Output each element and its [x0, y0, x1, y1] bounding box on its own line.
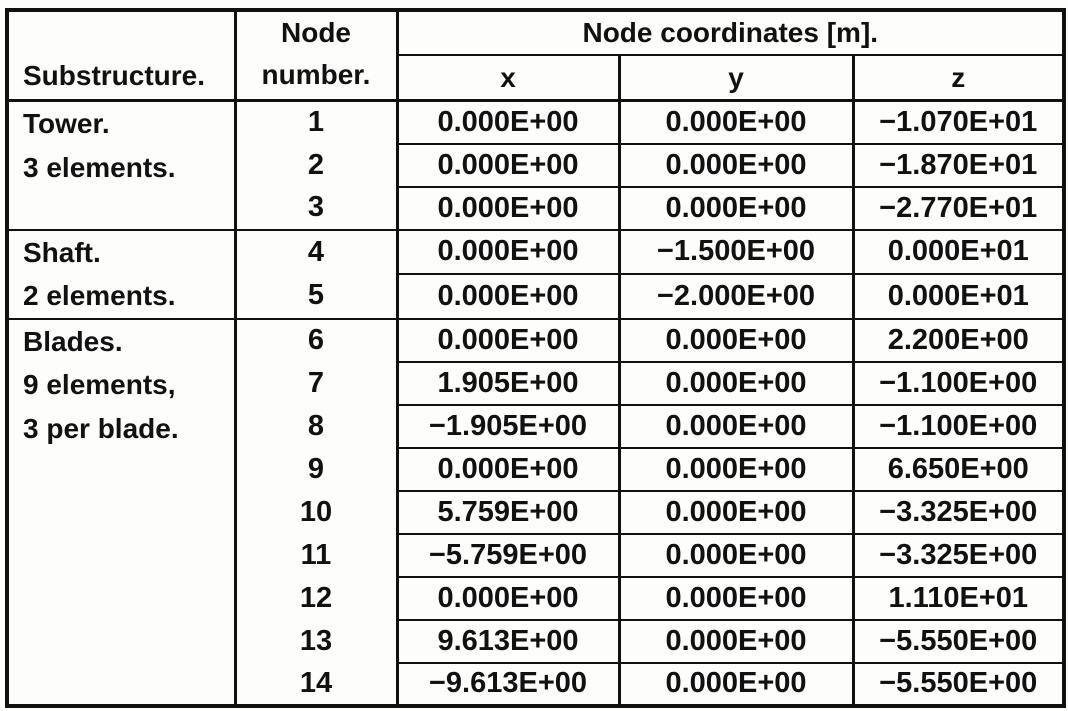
coord-x-cell: 0.000E+00 — [397, 187, 619, 230]
substructure-column-header: Substructure. — [7, 10, 235, 101]
coord-y-cell: 0.000E+00 — [619, 577, 853, 620]
node-number-cell: 10 — [235, 491, 397, 534]
coord-y-cell: 0.000E+00 — [619, 448, 853, 491]
coord-y-cell: 0.000E+00 — [619, 362, 853, 405]
coord-x-cell: 0.000E+00 — [397, 230, 619, 275]
node-number-cell: 3 — [235, 187, 397, 230]
coord-y-cell: 0.000E+00 — [619, 101, 853, 144]
node-number-cell: 8 — [235, 405, 397, 448]
node-number-cell: 6 — [235, 319, 397, 362]
coord-y-cell: 0.000E+00 — [619, 319, 853, 362]
node-number-cell: 13 — [235, 620, 397, 663]
substructure-group-blades — [7, 319, 235, 706]
node-number-cell: 11 — [235, 534, 397, 577]
substructure-group-shaft — [7, 230, 235, 319]
node-number-cell: 2 — [235, 144, 397, 187]
coord-x-cell: 0.000E+00 — [397, 101, 619, 144]
coord-z-cell: −1.100E+00 — [853, 362, 1064, 405]
node-header-line2: number. — [261, 59, 371, 90]
coord-z-cell: −5.550E+00 — [853, 663, 1064, 706]
coord-z-cell: −1.070E+01 — [853, 101, 1064, 144]
coord-z-cell: −1.100E+00 — [853, 405, 1064, 448]
table-row — [7, 101, 1064, 144]
coord-x-cell: −1.905E+00 — [397, 405, 619, 448]
coord-x-cell: −5.759E+00 — [397, 534, 619, 577]
node-number-cell: 14 — [235, 663, 397, 706]
coord-z-cell: 0.000E+01 — [853, 230, 1064, 275]
node-number-column-header — [235, 10, 397, 101]
coord-x-cell: 0.000E+00 — [397, 319, 619, 362]
coord-y-cell: 0.000E+00 — [619, 491, 853, 534]
node-number-cell: 4 — [235, 230, 397, 275]
node-number-cell: 5 — [235, 274, 397, 319]
coord-z-cell: −1.870E+01 — [853, 144, 1064, 187]
node-number-cell: 1 — [235, 101, 397, 144]
coord-z-cell: 0.000E+01 — [853, 274, 1064, 319]
coord-z-cell: 2.200E+00 — [853, 319, 1064, 362]
coord-y-cell: 0.000E+00 — [619, 663, 853, 706]
group-label-line: 9 elements, — [23, 369, 176, 400]
group-label-line: 3 per blade. — [23, 412, 179, 444]
group-label-line: 2 elements. — [23, 280, 176, 311]
node-number-cell: 9 — [235, 448, 397, 491]
group-label-line: Blades. — [23, 325, 123, 357]
coord-y-cell: −2.000E+00 — [619, 274, 853, 319]
coord-x-cell: 0.000E+00 — [397, 448, 619, 491]
group-label-line: Tower. — [23, 108, 110, 139]
coordinates-group-header: Node coordinates [m]. — [397, 10, 1064, 55]
group-label-line: 3 elements. — [23, 151, 176, 183]
coord-y-cell: 0.000E+00 — [619, 620, 853, 663]
coord-y-cell: 0.000E+00 — [619, 187, 853, 230]
coord-x-cell: −9.613E+00 — [397, 663, 619, 706]
coord-x-cell: 1.905E+00 — [397, 362, 619, 405]
coord-x-cell: 9.613E+00 — [397, 620, 619, 663]
node-number-cell: 7 — [235, 362, 397, 405]
coord-z-cell: −2.770E+01 — [853, 187, 1064, 230]
table-row — [7, 319, 1064, 362]
coord-z-cell: −5.550E+00 — [853, 620, 1064, 663]
coord-z-cell: 6.650E+00 — [853, 448, 1064, 491]
node-coordinates-table — [5, 8, 1066, 708]
substructure-group-tower — [7, 101, 235, 230]
y-column-header: y — [619, 55, 853, 101]
coord-z-cell: 1.110E+01 — [853, 577, 1064, 620]
node-header-line1: Node — [281, 17, 351, 48]
coord-y-cell: 0.000E+00 — [619, 144, 853, 187]
table-row — [7, 230, 1064, 275]
coord-y-cell: −1.500E+00 — [619, 230, 853, 275]
coord-x-cell: 5.759E+00 — [397, 491, 619, 534]
group-label-line: Shaft. — [23, 236, 101, 268]
coord-z-cell: −3.325E+00 — [853, 534, 1064, 577]
coord-x-cell: 0.000E+00 — [397, 274, 619, 319]
coord-y-cell: 0.000E+00 — [619, 534, 853, 577]
coord-y-cell: 0.000E+00 — [619, 405, 853, 448]
x-column-header: x — [397, 55, 619, 101]
z-column-header: z — [853, 55, 1064, 101]
node-number-cell: 12 — [235, 577, 397, 620]
coord-z-cell: −3.325E+00 — [853, 491, 1064, 534]
coord-x-cell: 0.000E+00 — [397, 577, 619, 620]
coord-x-cell: 0.000E+00 — [397, 144, 619, 187]
header-row-1 — [7, 10, 1064, 55]
